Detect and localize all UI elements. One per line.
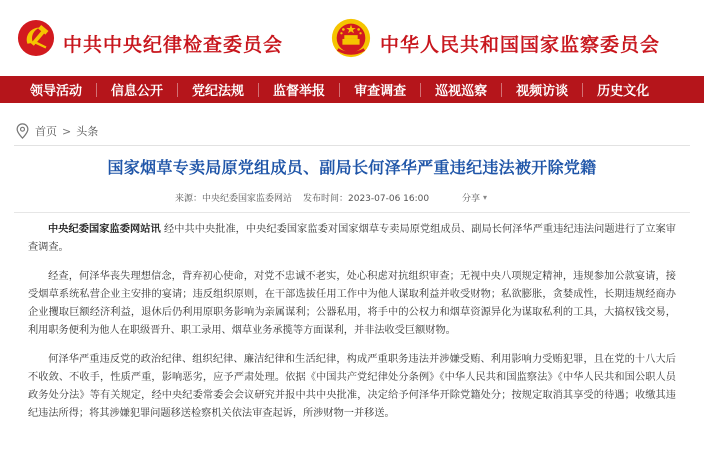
article-title: 国家烟草专卖局原党组成员、副局长何泽华严重违纪违法被开除党籍 xyxy=(107,158,597,177)
article-source: 来源：中央纪委国家监委网站 xyxy=(175,194,293,204)
nav-item-regulations[interactable]: 党纪法规 xyxy=(192,84,245,99)
breadcrumb-current[interactable]: 头条 xyxy=(76,125,99,138)
nav-item-video-interview[interactable]: 视频访谈 xyxy=(516,84,569,99)
paragraph-1-text: 经中共中央批准，中央纪委国家监委对国家烟草专卖局原党组成员、副局长何泽华严重违纪违法问题进行了立案审查调查。 xyxy=(28,224,676,253)
article-paragraph-1 xyxy=(28,221,676,257)
article-lead: 中央纪委国家监委网站讯 xyxy=(48,224,161,235)
nav-item-leadership[interactable]: 领导活动 xyxy=(30,84,83,99)
chevron-down-icon: ▾ xyxy=(483,193,488,202)
main-nav xyxy=(0,76,704,103)
location-pin-icon xyxy=(16,123,29,139)
nav-divider xyxy=(339,83,340,97)
article-meta xyxy=(0,191,704,205)
paragraph-2-text: 经查，何泽华丧失理想信念，背弃初心使命，对党不忠诚不老实，处心积虑对抗组织审查；无视中央八项规定精神，违规参加公款宴请，接受烟草系统私营企业主安排的宴请；违反组织原则，在干部选拔任用工作中为他人谋取利益并收受财物；私欲膨胀，贪婪成性，长期违规经商办企业攫取巨额经济利益，退休后仍利用原职务影响为亲属谋利；公器私用，将手中的公权力和烟草资源异化为谋取私利的工具，大搞权钱交易，利用职务便利为他人在职级晋升、职工录用、烟草业务承揽等方面谋利，并非法收受巨额财物。 xyxy=(28,271,676,336)
paragraph-3-text: 何泽华严重违反党的政治纪律、组织纪律、廉洁纪律和生活纪律，构成严重职务违法并涉嫌受贿、利用影响力受贿犯罪，且在党的十八大后不收敛、不收手，性质严重，影响恶劣，应予严肃处理。依据《中国共产党纪律处分条例》《中华人民共和国监察法》《中华人民共和国公职人员政务处分法》等有关规定，经中央纪委常委会会议研究并报中共中央批准，决定给予何泽华开除党籍处分；按规定取消其享受的待遇；收缴其违纪违法所得；将其涉嫌犯罪问题移送检察机关依法审查起诉，所涉财物一并移送。 xyxy=(28,354,676,419)
article-publish-time: 发布时间：2023-07-06 16:00 xyxy=(303,194,430,204)
nav-item-inspection[interactable]: 巡视巡察 xyxy=(435,84,488,99)
meta-divider xyxy=(14,212,690,213)
nav-item-info-disclosure[interactable]: 信息公开 xyxy=(111,84,164,99)
nav-divider xyxy=(96,83,97,97)
article-paragraph-3 xyxy=(28,351,676,423)
nav-divider xyxy=(420,83,421,97)
nav-divider xyxy=(258,83,259,97)
site-header xyxy=(0,0,704,76)
nav-item-history-culture[interactable]: 历史文化 xyxy=(597,84,650,99)
hammer-sickle-emblem-icon xyxy=(17,19,55,57)
cpc-discipline-commission-title[interactable]: 中共中央纪律检查委员会 xyxy=(63,34,284,56)
breadcrumb-home-link[interactable]: 首页 xyxy=(35,125,57,138)
breadcrumb-separator: > xyxy=(62,124,72,138)
share-button[interactable] xyxy=(462,191,487,204)
breadcrumb xyxy=(16,123,98,139)
nav-divider xyxy=(177,83,178,97)
article-paragraph-2 xyxy=(28,268,676,340)
nav-divider xyxy=(501,83,502,97)
national-supervisory-commission-title[interactable]: 中华人民共和国国家监察委员会 xyxy=(380,34,661,56)
share-label: 分享 xyxy=(462,194,481,204)
nav-item-report[interactable]: 监督举报 xyxy=(273,84,326,99)
national-emblem-icon xyxy=(330,17,372,59)
nav-item-investigation[interactable]: 审查调查 xyxy=(354,84,407,99)
nav-divider xyxy=(582,83,583,97)
breadcrumb-divider xyxy=(14,145,690,146)
